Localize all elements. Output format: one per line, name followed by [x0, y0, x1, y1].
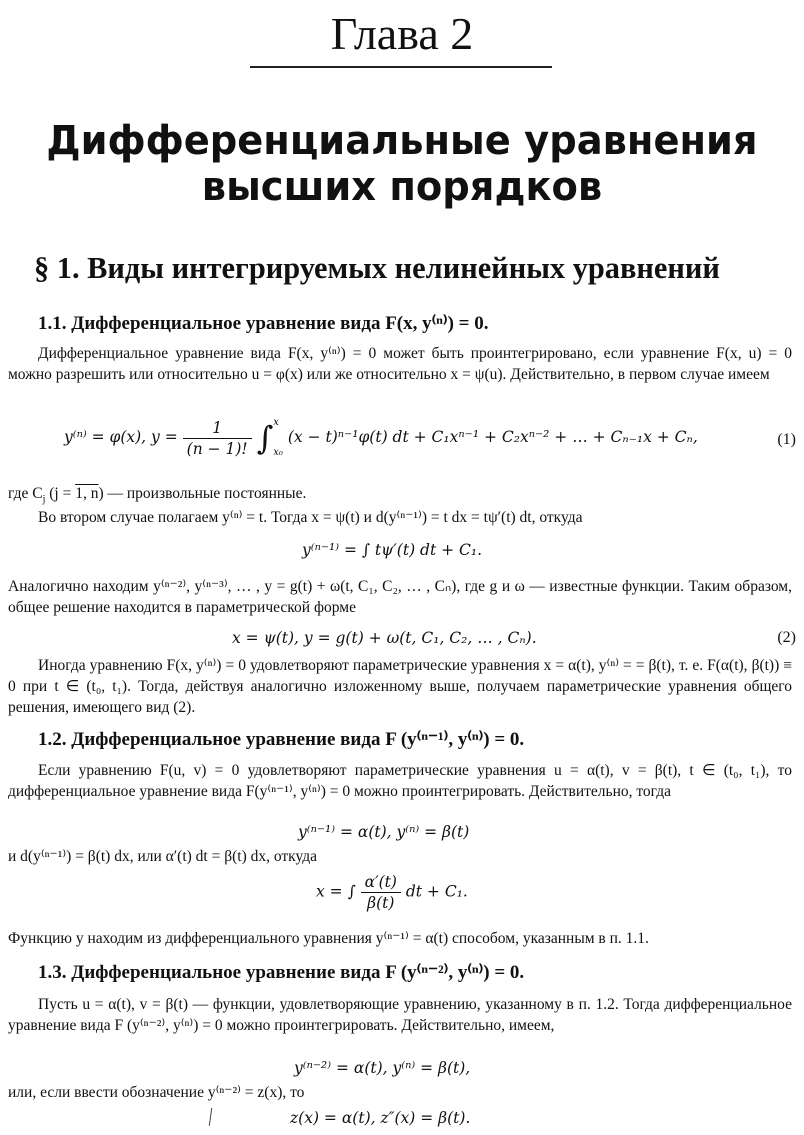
constants-text-a: где C: [8, 485, 43, 502]
subsection-1-2-heading: 1.2. Дифференциальное уравнение вида F (y⁽ⁿ⁻¹⁾, y⁽ⁿ⁾) = 0.: [38, 729, 525, 750]
equation-1-2-b-left: x = ∫: [316, 882, 356, 901]
subsection-1-1-heading: 1.1. Дифференциальное уравнение вида F(x, y⁽ⁿ⁾) = 0.: [38, 313, 489, 334]
equation-1-2-a: y⁽ⁿ⁻¹⁾ = α(t), y⁽ⁿ⁾ = β(t): [298, 823, 470, 841]
paragraph-1-2-differential: и d(y⁽ⁿ⁻¹⁾) = β(t) dx, или α′(t) dt = β(t) dx, откуда: [8, 848, 318, 865]
equation-1-denominator: (n − 1)!: [186, 439, 248, 458]
equation-1-fraction: [183, 418, 252, 459]
integral-upper-limit: x: [273, 417, 279, 428]
equation-integral: y⁽ⁿ⁻¹⁾ = ∫ tψ′(t) dt + C₁.: [302, 541, 483, 559]
equation-1-2-b-denominator: β(t): [367, 894, 395, 912]
constants-subscript: j: [42, 494, 46, 506]
equation-1: [64, 408, 698, 468]
scan-mark: [209, 1108, 214, 1126]
paragraph-1-2-conclusion: Функцию y находим из дифференциального уравнения y⁽ⁿ⁻¹⁾ = α(t) способом, указанным в п. 1.1.: [8, 930, 649, 947]
paragraph-analogous: Аналогично находим y⁽ⁿ⁻²⁾, y⁽ⁿ⁻³⁾, … , y = g(t) + ω(t, C₁, C₂, … , Cₙ), где g и ω — известные функции. Таким образом, общее решение находится в параметрической форме: [8, 578, 792, 616]
chapter-heading: Глава 2: [330, 8, 474, 59]
constants-text-b: (j =: [45, 485, 76, 502]
equation-2-number: (2): [777, 629, 796, 646]
integral-lower-limit: x₀: [273, 447, 283, 458]
integral-limits: [273, 408, 283, 468]
equation-1-2-b-numerator: α′(t): [361, 872, 401, 893]
equation-1-right: (x − t)ⁿ⁻¹φ(t) dt + C₁xⁿ⁻¹ + C₂xⁿ⁻² + … + Cₙ₋₁x + Cₙ,: [287, 428, 698, 446]
paragraph-parametric: Иногда уравнению F(x, y⁽ⁿ⁾) = 0 удовлетворяют параметрические уравнения x = α(t), y⁽ⁿ⁾ = = β(t), т. е. F(α(t), β(t)) ≡ 0 при t ∈ (t₀, t₁). Тогда, действуя аналогично изложенному выше, получаем параметрические уравнения общего решения, имеющего вид (2).: [8, 657, 792, 716]
subsection-1-3-heading: 1.3. Дифференциальное уравнение вида F (y⁽ⁿ⁻²⁾, y⁽ⁿ⁾) = 0.: [38, 962, 525, 983]
equation-1-numerator: 1: [183, 418, 252, 439]
paragraph-1-3-notation: или, если ввести обозначение y⁽ⁿ⁻²⁾ = z(x), то: [8, 1084, 305, 1101]
chapter-title-line-2: высших порядков: [201, 164, 603, 210]
equation-1-2-b-fraction: [361, 872, 401, 913]
chapter-title-line-1: Дифференциальные уравнения: [46, 118, 758, 164]
paragraph-second-case: Во втором случае полагаем y⁽ⁿ⁾ = t. Тогда x = ψ(t) и d(y⁽ⁿ⁻¹⁾) = t dx = tψ′(t) dt, откуда: [38, 509, 583, 526]
constants-range: 1, n: [75, 485, 99, 502]
section-heading: § 1. Виды интегрируемых нелинейных уравнений: [34, 250, 720, 285]
equation-2: x = ψ(t), y = g(t) + ω(t, C₁, C₂, … , Cₙ).: [232, 629, 537, 647]
equation-1-2-b-right: dt + C₁.: [405, 882, 468, 901]
equation-1-left: y⁽ⁿ⁾ = φ(x), y =: [64, 428, 178, 446]
equation-1-number: (1): [777, 431, 796, 448]
paragraph-1-3-intro: Пусть u = α(t), v = β(t) — функции, удовлетворяющие уравнению, указанному в п. 1.2. Тогда дифференциальное уравнение вида F (y⁽ⁿ⁻²⁾, y⁽ⁿ⁾) = 0 можно проинтегрировать. Действительно, имеем,: [8, 996, 792, 1034]
paragraph-1-1-intro: Дифференциальное уравнение вида F(x, y⁽ⁿ⁾) = 0 может быть проинтегрировано, если уравнение F(x, u) = 0 можно разрешить или относительно u = φ(x) или же относительно x = ψ(u). Действительно, в первом случае имеем: [8, 345, 792, 383]
chapter-rule: [250, 66, 552, 68]
paragraph-1-2-intro: Если уравнению F(u, v) = 0 удовлетворяют параметрические уравнения u = α(t), v = β(t), t ∈ (t₀, t₁), то дифференциальное уравнение вида F(y⁽ⁿ⁻¹⁾, y⁽ⁿ⁾) = 0 можно проинтегрировать. Действительно, тогда: [8, 762, 792, 800]
equation-1-2-b: [316, 872, 468, 913]
equation-1-3-b: z(x) = α(t), z″(x) = β(t).: [290, 1109, 471, 1127]
integral-sign: ∫: [256, 419, 274, 457]
equation-1-3-a: y⁽ⁿ⁻²⁾ = α(t), y⁽ⁿ⁾ = β(t),: [294, 1059, 471, 1077]
chapter-title: [16, 118, 788, 210]
constants-text-d: ) — произвольные постоянные.: [98, 485, 307, 502]
